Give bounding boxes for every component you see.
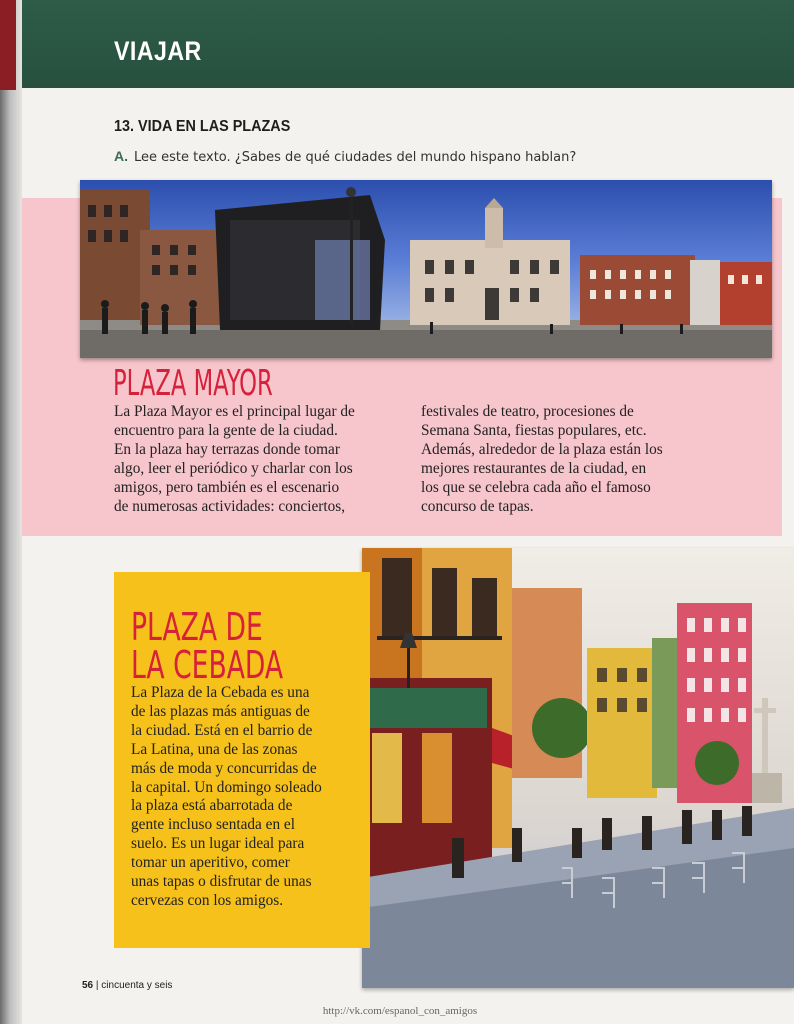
exercise-letter: A.: [114, 148, 128, 164]
plaza-cebada-photo: [362, 548, 794, 988]
plaza-cebada-title: [131, 605, 284, 687]
text-line: mejores restaurantes de la ciudad, en: [421, 460, 647, 477]
text-line: festivales de teatro, procesiones de: [421, 403, 634, 420]
chapter-title: VIAJAR: [114, 36, 202, 66]
text-line: La Plaza de la Cebada es una: [131, 684, 310, 701]
title-line: PLAZA DE: [131, 605, 263, 649]
text-line: concurso de tapas.: [421, 498, 534, 515]
text-line: más de moda y concurridas de: [131, 759, 317, 777]
text-line: En la plaza hay terrazas donde tomar: [114, 441, 340, 458]
text-line: de numerosas actividades: conciertos,: [114, 498, 346, 515]
text-line: la ciudad. Está en el barrio de: [131, 721, 313, 739]
plaza-mayor-photo: [80, 180, 772, 358]
text-line: unas tapas o disfrutar de unas: [131, 873, 312, 891]
plaza-mayor-illustration: [80, 180, 772, 358]
text-line: cervezas con los amigos.: [131, 891, 284, 909]
source-url: http://vk.com/espanol_con_amigos: [322, 1005, 478, 1017]
title-line: LA CEBADA: [131, 643, 284, 687]
plaza-cebada-illustration: [362, 548, 794, 988]
text-line: La Plaza Mayor es el principal lugar de: [114, 403, 355, 420]
text-line: amigos, pero también es el escenario: [114, 479, 340, 496]
text-line: la capital. Un domingo soleado: [131, 778, 322, 796]
text-line: gente incluso sentada en el: [131, 816, 295, 834]
text-line: la plaza está abarrotada de: [131, 797, 293, 815]
text-line: encuentro para la gente de la ciudad.: [114, 422, 338, 439]
text-line: algo, leer el periódico y charlar con los: [114, 460, 353, 477]
instruction-text: Lee este texto. ¿Sabes de qué ciudades del mundo hispano hablan?: [134, 150, 577, 165]
section-title: 13. VIDA EN LAS PLAZAS: [114, 118, 291, 135]
text-line: de las plazas más antiguas de: [131, 702, 310, 720]
text-line: suelo. Es un lugar ideal para: [131, 835, 305, 853]
chapter-header-bar: [22, 0, 794, 88]
text-line: La Latina, una de las zonas: [131, 740, 298, 758]
text-line: Además, alrededor de la plaza están los: [421, 441, 663, 458]
plaza-mayor-text-col1: [114, 402, 394, 516]
plaza-mayor-text-col2: [421, 402, 701, 516]
page-number: 56 | cincuenta y seis: [82, 980, 173, 991]
plaza-mayor-title: PLAZA MAYOR: [113, 363, 273, 404]
book-spine: [0, 0, 22, 1024]
page-number-digits: 56: [82, 980, 94, 991]
text-line: tomar un aperitivo, comer: [131, 854, 290, 872]
exercise-instruction: [114, 148, 576, 165]
text-line: Semana Santa, fiestas populares, etc.: [421, 422, 647, 439]
spine-red-tab: [0, 0, 16, 90]
page-number-words: cincuenta y seis: [101, 980, 173, 991]
plaza-cebada-text: [131, 684, 363, 911]
text-line: los que se celebra cada año el famoso: [421, 479, 651, 496]
